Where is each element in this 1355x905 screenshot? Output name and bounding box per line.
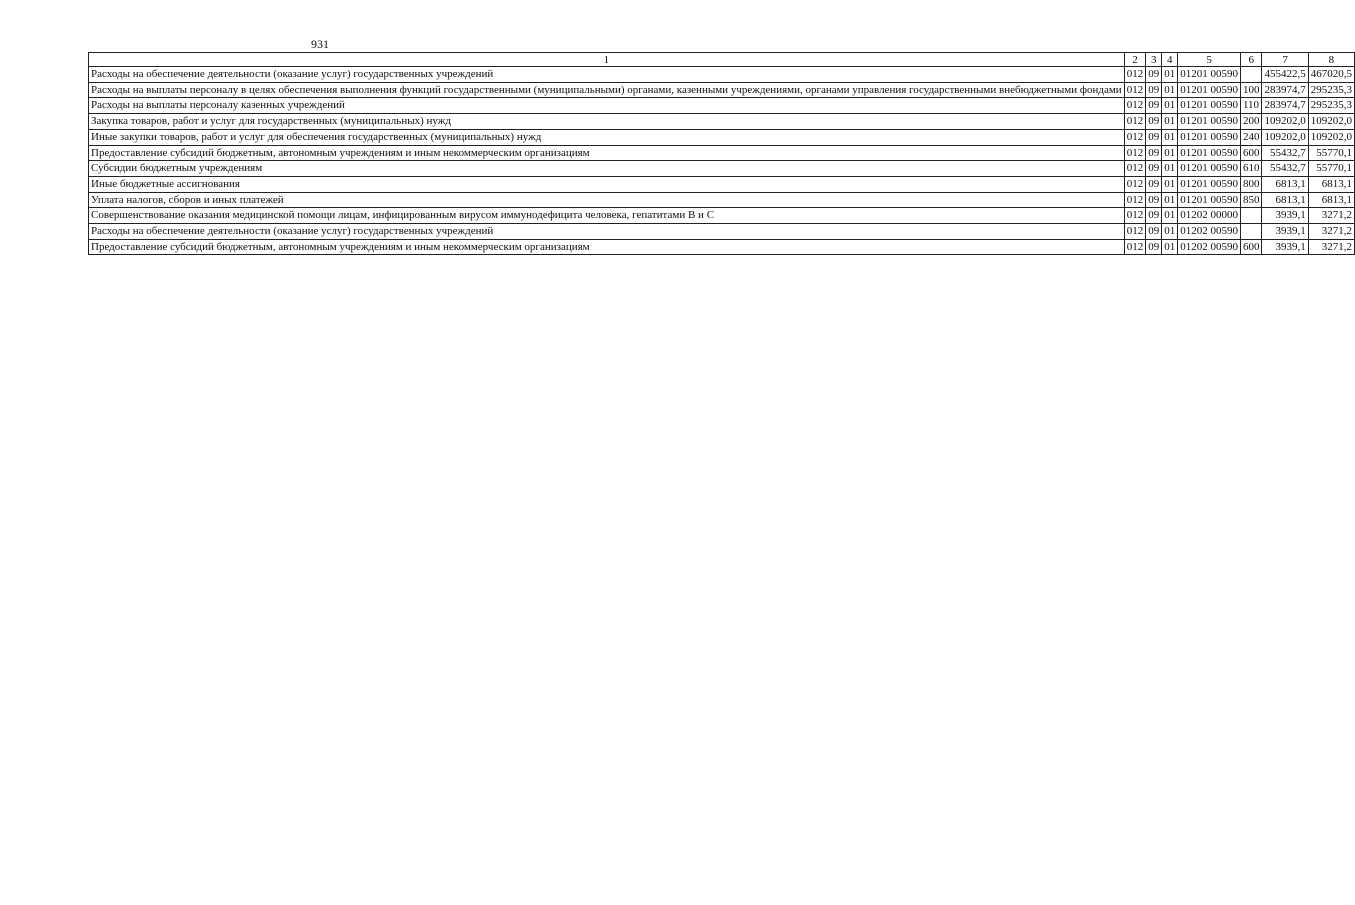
expense-type-code: 600	[1240, 145, 1262, 161]
expense-type-code: 240	[1240, 129, 1262, 145]
amount-col-7: 55432,7	[1262, 145, 1308, 161]
column-header: 7	[1262, 53, 1308, 67]
table-row	[89, 145, 1355, 161]
amount-col-7: 55432,7	[1262, 161, 1308, 177]
amount-col-8: 3271,2	[1308, 208, 1354, 224]
target-article-code: 01201 00590	[1178, 82, 1241, 98]
amount-col-8: 6813,1	[1308, 176, 1354, 192]
amount-col-7: 455422,5	[1262, 67, 1308, 83]
subsection-code: 01	[1162, 98, 1178, 114]
amount-col-8: 55770,1	[1308, 161, 1354, 177]
ministry-code: 012	[1124, 82, 1146, 98]
table-row	[89, 192, 1355, 208]
row-name: Расходы на выплаты персоналу казенных учреждений	[89, 98, 1125, 114]
amount-col-7: 283974,7	[1262, 98, 1308, 114]
section-code: 09	[1146, 176, 1162, 192]
subsection-code: 01	[1162, 161, 1178, 177]
target-article-code: 01202 00000	[1178, 208, 1241, 224]
amount-col-8: 6813,1	[1308, 192, 1354, 208]
table-row	[89, 224, 1355, 240]
amount-col-7: 109202,0	[1262, 114, 1308, 130]
column-header: 8	[1308, 53, 1354, 67]
section-code: 09	[1146, 208, 1162, 224]
section-code: 09	[1146, 161, 1162, 177]
row-name: Расходы на обеспечение деятельности (оказание услуг) государственных учреждений	[89, 224, 1125, 240]
ministry-code: 012	[1124, 67, 1146, 83]
subsection-code: 01	[1162, 114, 1178, 130]
ministry-code: 012	[1124, 114, 1146, 130]
expense-type-code: 850	[1240, 192, 1262, 208]
column-header: 5	[1178, 53, 1241, 67]
expense-type-code: 600	[1240, 239, 1262, 255]
subsection-code: 01	[1162, 129, 1178, 145]
header-row	[89, 53, 1355, 67]
column-header: 1	[89, 53, 1125, 67]
row-name: Расходы на обеспечение деятельности (оказание услуг) государственных учреждений	[89, 67, 1125, 83]
expense-type-code: 610	[1240, 161, 1262, 177]
row-name: Уплата налогов, сборов и иных платежей	[89, 192, 1125, 208]
row-name: Иные бюджетные ассигнования	[89, 176, 1125, 192]
amount-col-8: 295235,3	[1308, 82, 1354, 98]
target-article-code: 01201 00590	[1178, 98, 1241, 114]
amount-col-8: 109202,0	[1308, 129, 1354, 145]
table-row	[89, 161, 1355, 177]
table-row	[89, 82, 1355, 98]
target-article-code: 01201 00590	[1178, 145, 1241, 161]
target-article-code: 01202 00590	[1178, 224, 1241, 240]
target-article-code: 01201 00590	[1178, 192, 1241, 208]
column-header: 2	[1124, 53, 1146, 67]
amount-col-8: 467020,5	[1308, 67, 1354, 83]
row-name: Совершенствование оказания медицинской помощи лицам, инфицированным вирусом иммунодефицита человека, гепатитами В и С	[89, 208, 1125, 224]
section-code: 09	[1146, 192, 1162, 208]
ministry-code: 012	[1124, 161, 1146, 177]
section-code: 09	[1146, 67, 1162, 83]
expense-type-code: 800	[1240, 176, 1262, 192]
amount-col-8: 109202,0	[1308, 114, 1354, 130]
table-row	[89, 129, 1355, 145]
subsection-code: 01	[1162, 192, 1178, 208]
expense-type-code: 200	[1240, 114, 1262, 130]
expense-type-code	[1240, 208, 1262, 224]
ministry-code: 012	[1124, 176, 1146, 192]
subsection-code: 01	[1162, 67, 1178, 83]
target-article-code: 01202 00590	[1178, 239, 1241, 255]
amount-col-7: 109202,0	[1262, 129, 1308, 145]
target-article-code: 01201 00590	[1178, 114, 1241, 130]
section-code: 09	[1146, 129, 1162, 145]
ministry-code: 012	[1124, 239, 1146, 255]
expense-type-code	[1240, 224, 1262, 240]
table-row	[89, 239, 1355, 255]
amount-col-8: 55770,1	[1308, 145, 1354, 161]
target-article-code: 01201 00590	[1178, 67, 1241, 83]
amount-col-7: 6813,1	[1262, 192, 1308, 208]
subsection-code: 01	[1162, 82, 1178, 98]
target-article-code: 01201 00590	[1178, 129, 1241, 145]
table-row	[89, 208, 1355, 224]
ministry-code: 012	[1124, 224, 1146, 240]
expense-type-code: 110	[1240, 98, 1262, 114]
subsection-code: 01	[1162, 145, 1178, 161]
expense-type-code: 100	[1240, 82, 1262, 98]
amount-col-7: 3939,1	[1262, 224, 1308, 240]
table-row	[89, 67, 1355, 83]
section-code: 09	[1146, 239, 1162, 255]
subsection-code: 01	[1162, 176, 1178, 192]
target-article-code: 01201 00590	[1178, 161, 1241, 177]
subsection-code: 01	[1162, 224, 1178, 240]
section-code: 09	[1146, 82, 1162, 98]
ministry-code: 012	[1124, 98, 1146, 114]
amount-col-8: 295235,3	[1308, 98, 1354, 114]
row-name: Субсидии бюджетным учреждениям	[89, 161, 1125, 177]
amount-col-7: 6813,1	[1262, 176, 1308, 192]
ministry-code: 012	[1124, 192, 1146, 208]
target-article-code: 01201 00590	[1178, 176, 1241, 192]
ministry-code: 012	[1124, 145, 1146, 161]
subsection-code: 01	[1162, 239, 1178, 255]
ministry-code: 012	[1124, 129, 1146, 145]
row-name: Предоставление субсидий бюджетным, автономным учреждениям и иным некоммерческим организациям	[89, 145, 1125, 161]
section-code: 09	[1146, 145, 1162, 161]
row-name: Иные закупки товаров, работ и услуг для обеспечения государственных (муниципальных) нужд	[89, 129, 1125, 145]
column-header: 4	[1162, 53, 1178, 67]
section-code: 09	[1146, 98, 1162, 114]
table-row	[89, 176, 1355, 192]
row-name: Предоставление субсидий бюджетным, автономным учреждениям и иным некоммерческим организациям	[89, 239, 1125, 255]
ministry-code: 012	[1124, 208, 1146, 224]
section-code: 09	[1146, 114, 1162, 130]
amount-col-7: 3939,1	[1262, 239, 1308, 255]
amount-col-8: 3271,2	[1308, 224, 1354, 240]
amount-col-7: 3939,1	[1262, 208, 1308, 224]
table-row	[89, 114, 1355, 130]
section-code: 09	[1146, 224, 1162, 240]
amount-col-8: 3271,2	[1308, 239, 1354, 255]
page-number: 931	[311, 37, 329, 51]
subsection-code: 01	[1162, 208, 1178, 224]
table-row	[89, 98, 1355, 114]
row-name: Расходы на выплаты персоналу в целях обеспечения выполнения функций государственными (муниципальными) органами, казенными учреждениями, органами управления государственными внебюджетными фондами	[89, 82, 1125, 98]
column-header: 3	[1146, 53, 1162, 67]
row-name: Закупка товаров, работ и услуг для государственных (муниципальных) нужд	[89, 114, 1125, 130]
amount-col-7: 283974,7	[1262, 82, 1308, 98]
budget-table	[88, 52, 1355, 255]
expense-type-code	[1240, 67, 1262, 83]
column-header: 6	[1240, 53, 1262, 67]
